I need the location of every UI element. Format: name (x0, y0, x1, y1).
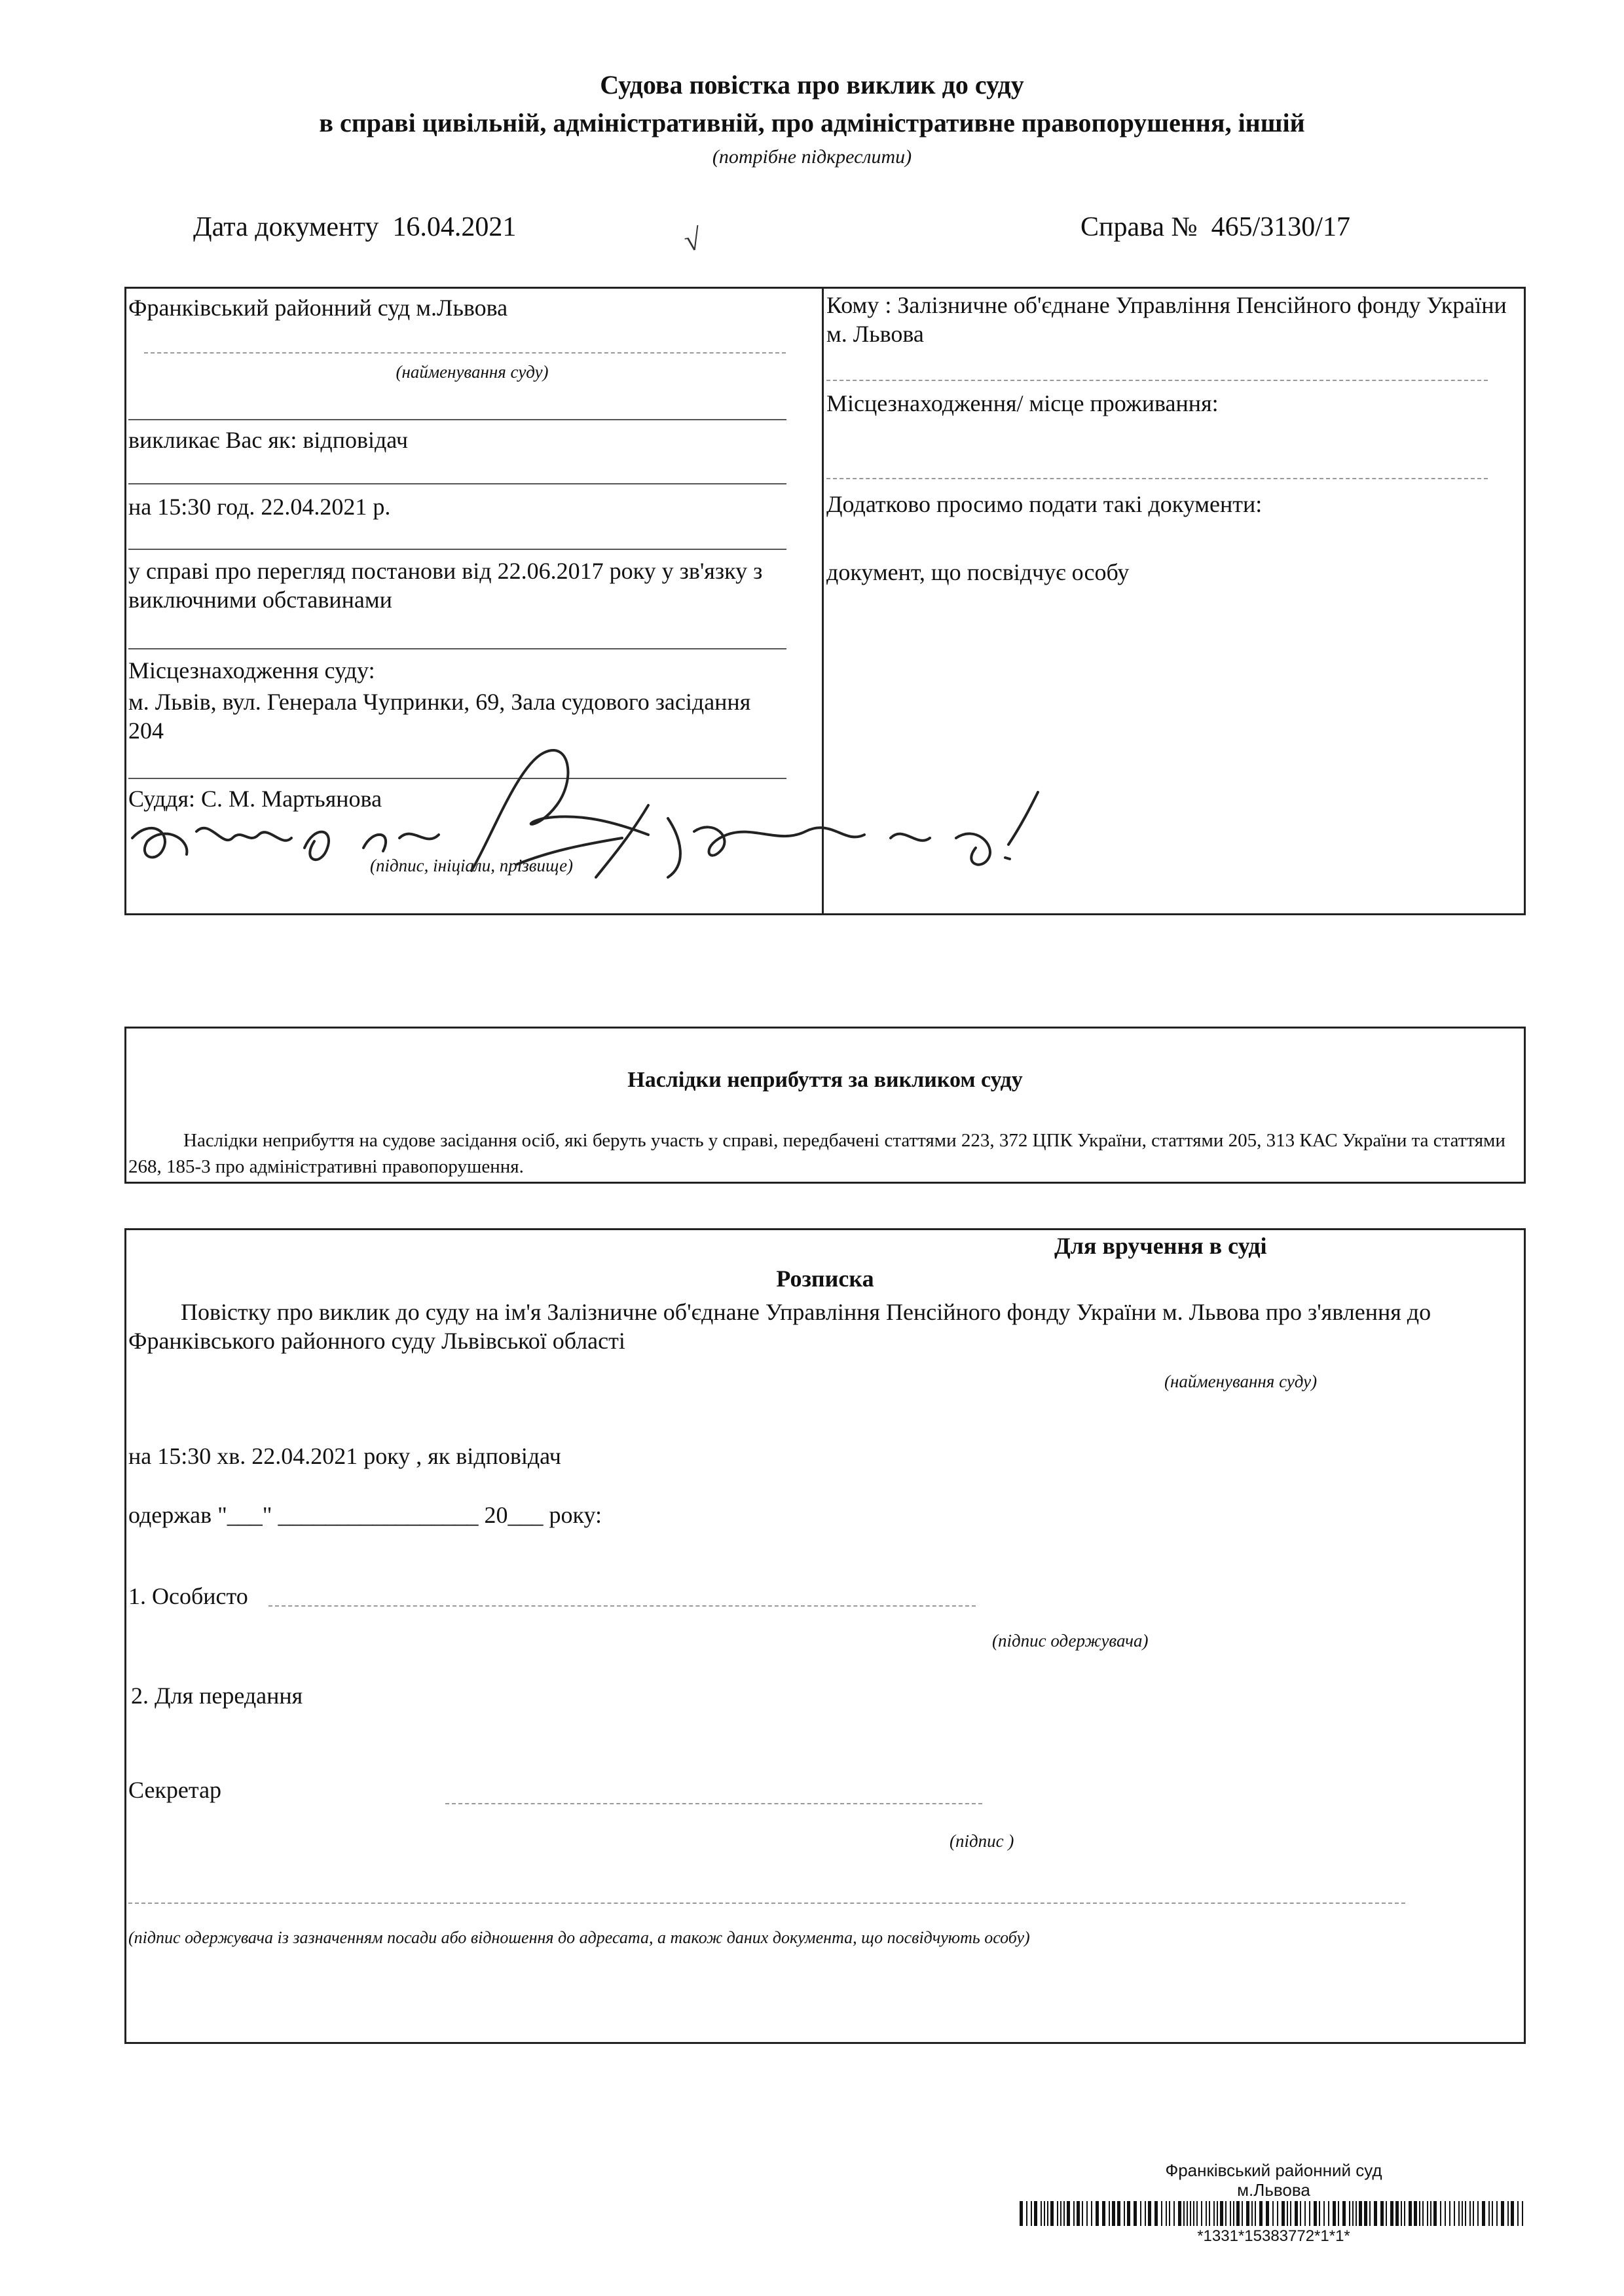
receipt-court-hint: (найменування суду) (1164, 1372, 1318, 1391)
barcode-bar (1482, 2201, 1485, 2226)
barcode-bar (1511, 2201, 1514, 2226)
secretary-signature-line[interactable] (445, 1803, 982, 1804)
date-label: Дата документу (193, 212, 379, 242)
barcode-bar (1047, 2201, 1048, 2226)
barcode-bar (1473, 2201, 1474, 2226)
barcode-bar (1386, 2201, 1387, 2226)
receipt-title: Розписка (776, 1266, 874, 1292)
additional-docs-label: Додатково просимо подати такі документи: (826, 491, 1263, 517)
judge-signature (124, 707, 1041, 903)
barcode-bar (1465, 2201, 1466, 2226)
separator-1 (128, 419, 786, 420)
court-name-line (144, 352, 786, 354)
barcode-bar (1041, 2201, 1042, 2226)
barcode-bar (1349, 2201, 1350, 2226)
barcode-bar (1067, 2201, 1070, 2226)
barcode-bar (1225, 2201, 1227, 2226)
barcode-bar (1145, 2201, 1146, 2226)
barcode-bar (1338, 2201, 1339, 2226)
recipient-signature-hint: (підпис одержувача) (992, 1631, 1149, 1650)
barcode-bar (1209, 2201, 1210, 2226)
barcode-bar (1404, 2201, 1405, 2226)
barcode-bar (1246, 2201, 1249, 2226)
barcode-bar (1287, 2201, 1288, 2226)
barcode-bar (1422, 2201, 1424, 2226)
barcode-bar (1445, 2201, 1446, 2226)
barcode-bar (1454, 2201, 1455, 2226)
barcode-bar (1230, 2201, 1231, 2226)
for-court-delivery: Для вручення в суді (1054, 1233, 1267, 1259)
barcode-bar (1236, 2201, 1240, 2226)
consequences-text: Наслідки неприбуття на судове засідання осіб, які беруть участь у справі, передбачені статтями 223, 372 ЦПК України, статтями 205, 313 КАС України та статтями 268, 185-3 про адміністративні правопорушення. (128, 1130, 1505, 1177)
barcode-bar (1414, 2201, 1417, 2226)
barcode-bar (1077, 2201, 1080, 2226)
barcode-bar (1161, 2201, 1162, 2226)
footer-court-line2: м.Львова (1237, 2180, 1310, 2200)
barcode-bar (1295, 2201, 1298, 2226)
barcode-bar (1044, 2201, 1045, 2226)
barcode-bar (1364, 2201, 1367, 2226)
underline-hint: (потрібне підкреслити) (712, 146, 912, 168)
barcode-bar (1282, 2201, 1285, 2226)
barcode-bar (1102, 2201, 1105, 2226)
receipt-text: Повістку про виклик до суду на ім'я Залізничне об'єднане Управління Пенсійного фонду України м. Львова про з'явлення до Франківського районного суду Львівської області (128, 1299, 1431, 1354)
barcode-bar (1050, 2201, 1054, 2226)
barcode-bar (1374, 2201, 1377, 2226)
barcode-bar (1217, 2201, 1218, 2226)
barcode-bar (1449, 2201, 1450, 2226)
barcode-bar (1314, 2201, 1317, 2226)
barcode-bar (1427, 2201, 1428, 2226)
judge-name: Суддя: С. М. Мартьянова (128, 786, 382, 812)
barcode-bar (1178, 2201, 1181, 2226)
barcode-bar (1430, 2201, 1431, 2226)
recipient-location-label: Місцезнаходження/ місце проживання: (826, 390, 1219, 416)
barcode-bar (1458, 2201, 1460, 2226)
barcode-bar (1507, 2201, 1509, 2226)
document-date (193, 211, 516, 244)
barcode-bar (1173, 2201, 1175, 2226)
document-title: Судова повістка про виклик до суду (600, 70, 1024, 100)
barcode-bar (1193, 2201, 1194, 2226)
check-mark-icon: √ (681, 222, 704, 258)
barcode-bar (1277, 2201, 1278, 2226)
receipt-time: на 15:30 хв. 22.04.2021 року , як відповідач (128, 1443, 561, 1469)
barcode-bar (1319, 2201, 1320, 2226)
barcode-bar (1492, 2201, 1493, 2226)
barcode-bar (1201, 2201, 1202, 2226)
barcode-bar (1255, 2201, 1256, 2226)
personally-label: 1. Особисто (128, 1583, 248, 1609)
separator-3 (128, 549, 786, 550)
additional-docs: документ, що посвідчує особу (826, 559, 1130, 585)
recipient-location-line (826, 478, 1488, 479)
barcode-bar (1522, 2201, 1523, 2226)
barcode (1018, 2201, 1526, 2226)
barcode-bar (1304, 2201, 1306, 2226)
case-subject: у справі про перегляд постанови від 22.06.2017 року у зв'язку з виключними обставинами (128, 558, 763, 613)
barcode-bar (1233, 2201, 1234, 2226)
barcode-bar (1183, 2201, 1185, 2226)
barcode-bar (1259, 2201, 1263, 2226)
footer-hint: (підпис одержувача із зазначенням посади або відношення до адресата, а також даних документа, що посвідчують особу) (128, 1928, 1030, 1947)
date-value: 16.04.2021 (392, 212, 517, 242)
court-name: Франківський районний суд м.Львова (128, 295, 508, 321)
barcode-bar (1359, 2201, 1362, 2226)
barcode-bar (1031, 2201, 1032, 2226)
barcode-bar (1096, 2201, 1099, 2226)
barcode-bar (1496, 2201, 1498, 2226)
received-date-line: одержав "___" _________________ 20___ року: (128, 1502, 602, 1528)
barcode-bar (1328, 2201, 1329, 2226)
barcode-bar (1026, 2201, 1027, 2226)
barcode-bar (1323, 2201, 1325, 2226)
personally-signature-line[interactable] (268, 1605, 976, 1607)
barcode-bar (1333, 2201, 1336, 2226)
barcode-bar (1127, 2201, 1130, 2226)
for-transfer-label: 2. Для передання (131, 1683, 303, 1709)
footer-court-line1: Франківський районний суд (1165, 2160, 1382, 2180)
barcode-bar (1266, 2201, 1269, 2226)
barcode-bar (1154, 2201, 1158, 2226)
barcode-bar (1148, 2201, 1151, 2226)
barcode-bar (1501, 2201, 1504, 2226)
signature-hint: (підпис, ініціали, прізвище) (369, 856, 574, 875)
barcode-bar (1272, 2201, 1274, 2226)
barcode-bar (1140, 2201, 1141, 2226)
barcode-bar (1290, 2201, 1291, 2226)
barcode-bar (1488, 2201, 1490, 2226)
barcode-bar (1020, 2201, 1023, 2226)
barcode-bar (1213, 2201, 1215, 2226)
barcode-bar (1390, 2201, 1393, 2226)
barcode-bar (1251, 2201, 1253, 2226)
separator-4 (128, 648, 786, 649)
barcode-bar (1034, 2201, 1037, 2226)
secretary-label: Секретар (128, 1777, 222, 1803)
secretary-signature-hint: (підпис ) (950, 1831, 1014, 1851)
barcode-bar (1134, 2201, 1137, 2226)
barcode-bar (1124, 2201, 1125, 2226)
barcode-bar (1091, 2201, 1092, 2226)
barcode-bar (1086, 2201, 1088, 2226)
barcode-bar (1169, 2201, 1170, 2226)
barcode-text: *1331*15383772*1*1* (1197, 2227, 1350, 2245)
court-name-hint: (найменування суду) (396, 362, 549, 382)
barcode-bar (1309, 2201, 1310, 2226)
recipient-line (826, 380, 1488, 381)
consequences-title: Наслідки неприбуття за викликом суду (627, 1068, 1023, 1092)
barcode-bar (1419, 2201, 1420, 2226)
barcode-bar (1242, 2201, 1243, 2226)
barcode-bar (1469, 2201, 1471, 2226)
barcode-bar (1060, 2201, 1061, 2226)
court-location-label: Місцезнаходження суду: (128, 657, 375, 683)
barcode-bar (1369, 2201, 1371, 2226)
barcode-bar (1462, 2201, 1463, 2226)
barcode-bar (1057, 2201, 1058, 2226)
court-location: м. Львів, вул. Генерала Чупринки, 69, Зала судового засідання 204 (128, 689, 751, 744)
barcode-bar (1063, 2201, 1065, 2226)
barcode-bar (1380, 2201, 1384, 2226)
recipient-details-line[interactable] (128, 1903, 1405, 1904)
separator-2 (128, 483, 786, 484)
barcode-bar (1342, 2201, 1346, 2226)
case-number-value: 465/3130/17 (1211, 212, 1350, 242)
barcode-bar (1073, 2201, 1075, 2226)
hearing-time: на 15:30 год. 22.04.2021 р. (128, 494, 391, 520)
barcode-bar (1190, 2201, 1191, 2226)
barcode-bar (1477, 2201, 1479, 2226)
document-subtitle: в справі цивільній, адміністративній, про адміністративне правопорушення, іншій (319, 108, 1305, 137)
barcode-bar (1082, 2201, 1083, 2226)
barcode-bar (1300, 2201, 1301, 2226)
summons-as: викликає Вас як: відповідач (128, 427, 408, 453)
barcode-bar (1409, 2201, 1412, 2226)
barcode-bar (1187, 2201, 1188, 2226)
barcode-bar (1517, 2201, 1519, 2226)
barcode-bar (1401, 2201, 1402, 2226)
barcode-bar (1352, 2201, 1354, 2226)
case-number (1080, 211, 1350, 244)
barcode-bar (1356, 2201, 1357, 2226)
barcode-bar (1117, 2201, 1120, 2226)
barcode-bar (1440, 2201, 1441, 2226)
barcode-bar (1206, 2201, 1207, 2226)
barcode-bar (1109, 2201, 1110, 2226)
barcode-bar (1220, 2201, 1223, 2226)
recipient: Кому : Залізничне об'єднане Управління Пенсійного фонду України м. Львова (826, 292, 1507, 347)
barcode-bar (1395, 2201, 1399, 2226)
barcode-bar (1433, 2201, 1437, 2226)
barcode-bar (1166, 2201, 1167, 2226)
barcode-bar (1112, 2201, 1115, 2226)
barcode-bar (1196, 2201, 1198, 2226)
case-label: Справа № (1080, 212, 1198, 242)
